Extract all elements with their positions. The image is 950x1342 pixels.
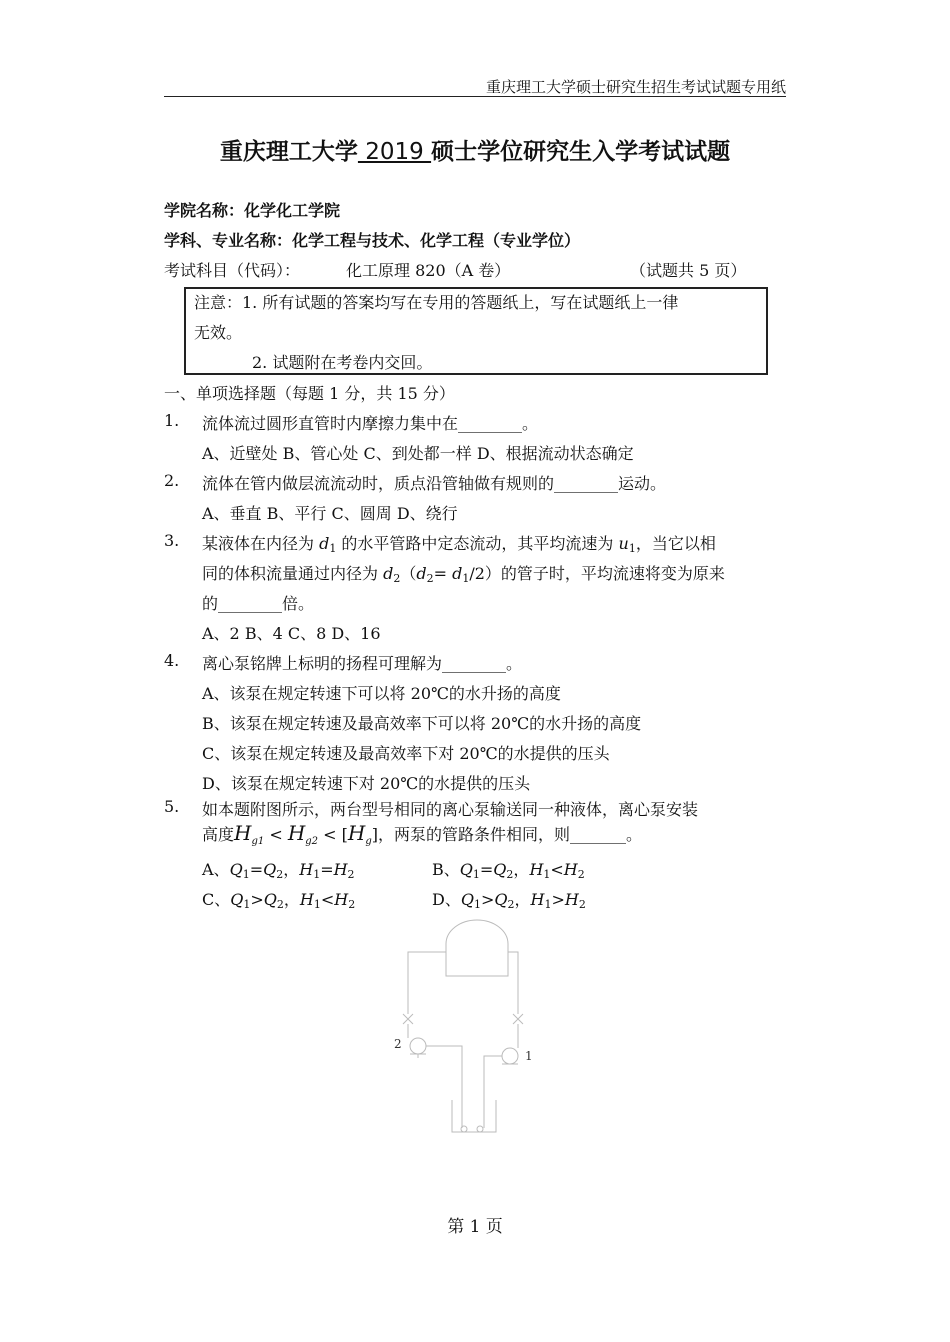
pipe-right-top [508,952,518,1014]
q2-number: 2. [164,471,180,490]
q5-line-2: 高度$H_{g1} < H_{g2} < [H_g]$，两泵的管路条件相同，则_______。 [202,821,642,847]
q3-number: 3. [164,531,180,550]
q4-option-b: B、该泵在规定转速及最高效率下可以将 20℃的水升扬的高度 [202,714,642,733]
q3-line-2: 同的体积流量通过内径为 $d_2(d_2= d_1/2)$的管子时，平均流速将变为原来 [202,564,725,585]
page-count: （试题共 5 页） [630,261,747,280]
q3-line-1: 某液体在内径为 $d_1$ 的水平管路中定态流动，其平均流速为 $u_1$，当它以相 [202,534,716,555]
notice-line-2: 无效。 [194,323,243,342]
label-pump-2: 2 [394,1037,402,1051]
q2-text: 流体在管内做层流流动时，质点沿管轴做有规则的________运动。 [202,474,667,493]
pump-1 [502,1048,518,1064]
pipe-left-top [408,952,446,1014]
upper-tank [446,920,508,976]
q2-options: A、垂直 B、平行 C、圆周 D、绕行 [202,504,458,523]
suction-left [426,1046,462,1128]
q1-number: 1. [164,411,180,430]
q5-option-d: D、$Q_1>Q_2$，$H_1>H_2$ [432,890,586,911]
q4-option-c: C、该泵在规定转速及最高效率下对 20℃的水提供的压头 [202,744,610,763]
subject-label: 考试科目（代码）： [164,261,301,280]
suction-right [484,1056,502,1128]
header-divider [164,96,786,97]
label-pump-1: 1 [525,1049,533,1063]
valve-right [513,1014,523,1024]
valve-left [403,1014,413,1024]
notice-line-1: 注意：1. 所有试题的答案均写在专用的答题纸上，写在试题纸上一律 [194,293,679,312]
q4-option-a: A、该泵在规定转速下可以将 20℃的水升扬的高度 [202,684,561,703]
q5-number: 5. [164,797,180,816]
q1-text: 流体流过圆形直管时内摩擦力集中在________。 [202,414,539,433]
page-header: 重庆理工大学硕士研究生招生考试试题专用纸 [485,78,786,96]
q5-line-1: 如本题附图所示，两台型号相同的离心泵输送同一种液体，离心泵安装 [202,800,699,819]
q5-option-c: C、$Q_1>Q_2$，$H_1<H_2$ [202,890,356,911]
q5-option-b: B、$Q_1=Q_2$，$H_1<H_2$ [432,860,585,881]
major-name: 学科、专业名称：化学工程与技术、化学工程（专业学位） [164,231,581,250]
lower-tank [452,1100,496,1132]
q3-line-3: 的________倍。 [202,594,315,613]
exam-year: 2019 [357,139,432,165]
q3-options: A、2 B、4 C、8 D、16 [202,624,381,643]
q1-options: A、近壁处 B、管心处 C、到处都一样 D、根据流动状态确定 [202,444,634,463]
college-name: 学院名称：化学化工学院 [164,201,341,220]
notice-line-3: 2. 试题附在考卷内交回。 [252,353,433,372]
page-footer: 第 1 页 [447,1217,503,1237]
exam-title: 重庆理工大学 2019 硕士学位研究生入学考试试题 [219,139,731,165]
pump-diagram [380,910,560,1150]
q5-option-a: A、$Q_1=Q_2$，$H_1=H_2$ [202,860,355,881]
section-heading: 一、单项选择题（每题 1 分，共 15 分） [164,384,455,403]
pump-2 [410,1038,426,1054]
subject-value: 化工原理 820（A 卷） [346,261,511,280]
q4-text: 离心泵铭牌上标明的扬程可理解为________。 [202,654,523,673]
q4-number: 4. [164,651,180,670]
q4-option-d: D、该泵在规定转速下对 20℃的水提供的压头 [202,774,531,793]
